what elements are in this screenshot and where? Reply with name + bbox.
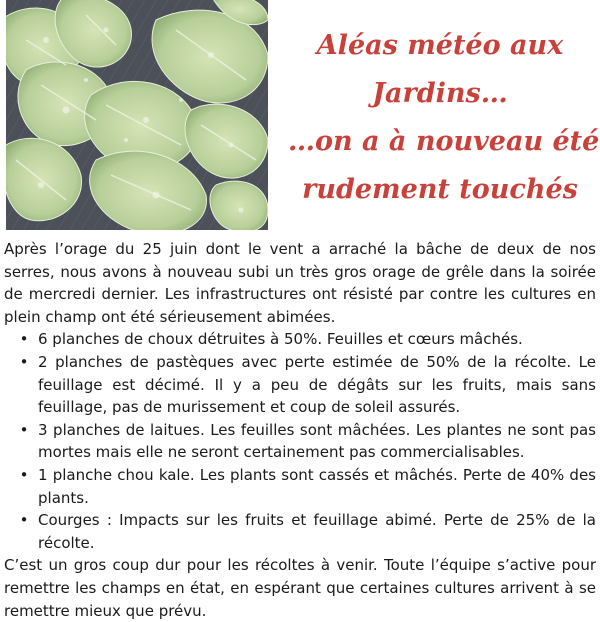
hail-damaged-leaves-photo	[6, 0, 268, 230]
list-item-text: 6 planches de choux détruites à 50%. Feuilles et cœurs mâchés.	[38, 330, 523, 349]
list-item-text: 1 planche chou kale. Les plants sont cassés et mâchés. Perte de 40% des plants.	[38, 465, 596, 507]
list-item-text: 3 planches de laitues. Les feuilles sont mâchées. Les plantes ne sont pas mortes mais elle ne seront certainement pas commercialisables.	[38, 420, 596, 462]
bullet-icon: •	[19, 465, 29, 484]
title-line-2: Jardins…	[372, 78, 508, 109]
leaf-photo-illustration	[6, 0, 268, 230]
list-item	[19, 509, 596, 554]
title-line-4: rudement touchés	[302, 174, 578, 205]
list-item	[19, 328, 596, 351]
bullet-icon: •	[19, 330, 29, 349]
article-title	[288, 22, 600, 214]
title-line-1: Aléas météo aux	[316, 30, 564, 61]
bullet-icon: •	[19, 352, 29, 371]
bullet-icon: •	[19, 511, 29, 530]
bullet-icon: •	[19, 420, 29, 439]
intro-paragraph: Après l’orage du 25 juin dont le vent a arraché la bâche de deux de nos serres, nous avons à nouveau subi un très gros orage de grêle dans la soirée de mercredi dernier. Les infrastructures ont résisté par contre les cultures en plein champ ont été sérieusement abimées.	[4, 240, 596, 326]
list-item-text: 2 planches de pastèques avec perte estimée de 50% de la récolte. Le feuillage est décimé. Il y a peu de dégâts sur les fruits, mais sans feuillage, pas de murissement et coup de soleil assurés.	[38, 352, 596, 417]
list-item	[19, 351, 596, 419]
list-item	[19, 419, 596, 464]
conclusion-paragraph: C’est un gros coup dur pour les récoltes à venir. Toute l’équipe s’active pour remettre les champs en état, en espérant que certaines cultures arrivent à se remettre mieux que prévu.	[4, 556, 596, 620]
title-line-3: …on a à nouveau été	[288, 126, 600, 157]
article-body	[4, 238, 596, 622]
list-item-text: Courges : Impacts sur les fruits et feuillage abimé. Perte de 25% de la récolte.	[38, 511, 596, 552]
damage-list	[4, 328, 596, 554]
list-item	[19, 464, 596, 509]
